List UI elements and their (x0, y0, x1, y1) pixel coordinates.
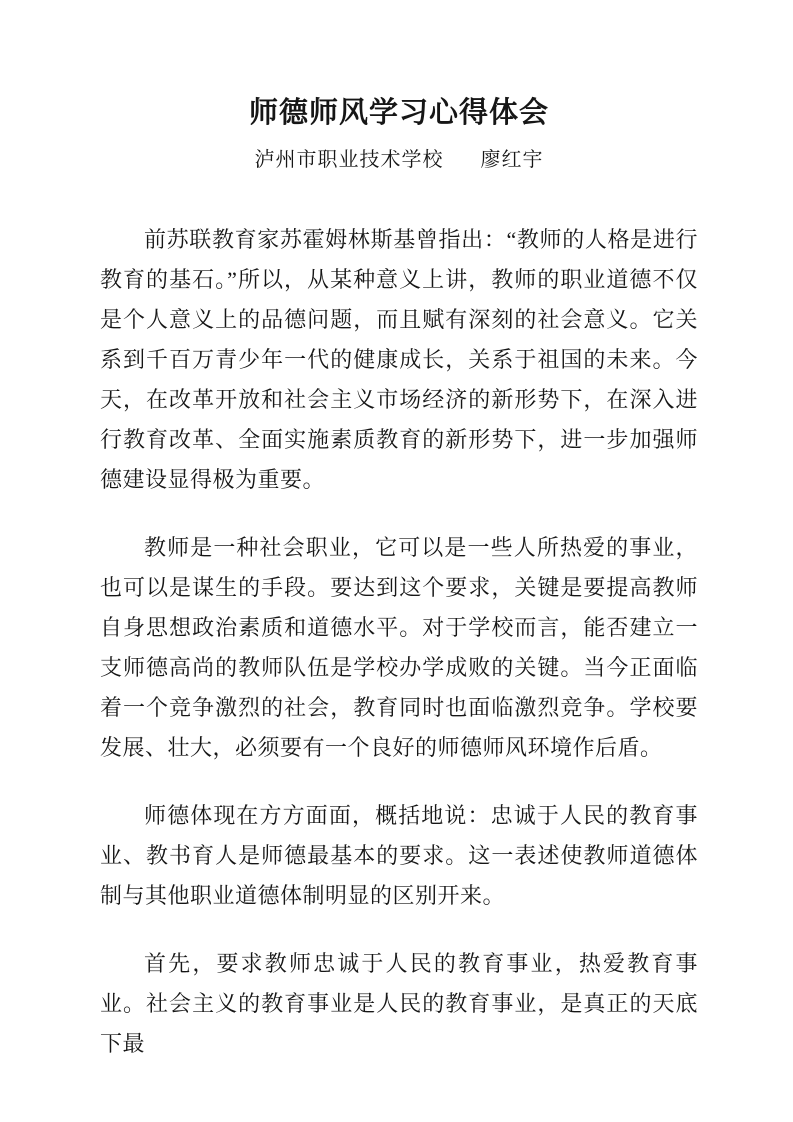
paragraph: 教师是一种社会职业，它可以是一些人所热爱的事业，也可以是谋生的手段。要达到这个要求，关键是要提高教师自身思想政治素质和道德水平。对于学校而言，能否建立一支师德高尚的教师队伍是学校办学成败的关键。当今正面临着一个竞争激烈的社会，教育同时也面临激烈竞争。学校要发展、壮大，必须要有一个良好的师德师风环境作后盾。 (100, 534, 698, 760)
byline (100, 146, 698, 174)
byline-school: 泸州市职业技术学校 (254, 148, 444, 171)
paragraph: 师德体现在方方面面，概括地说：忠诚于人民的教育事业、教书育人是师德最基本的要求。这一表述使教师道德体制与其他职业道德体制明显的区别开来。 (100, 802, 698, 908)
paragraph: 前苏联教育家苏霍姆林斯基曾指出：“教师的人格是进行教育的基石。”所以，从某种意义上讲，教师的职业道德不仅是个人意义上的品德问题，而且赋有深刻的社会意义。它关系到千百万青少年一代的健康成长，关系于祖国的未来。今天，在改革开放和社会主义市场经济的新形势下，在深入进行教育改革、全面实施素质教育的新形势下，进一步加强师德建设显得极为重要。 (100, 226, 698, 492)
byline-author: 廖红宇 (480, 148, 544, 171)
document-body (100, 220, 698, 1064)
document-title: 师德师风学习心得体会 (248, 97, 549, 129)
paragraph: 首先，要求教师忠诚于人民的教育事业，热爱教育事业。社会主义的教育事业是人民的教育事业，是真正的天底下最 (100, 950, 698, 1056)
